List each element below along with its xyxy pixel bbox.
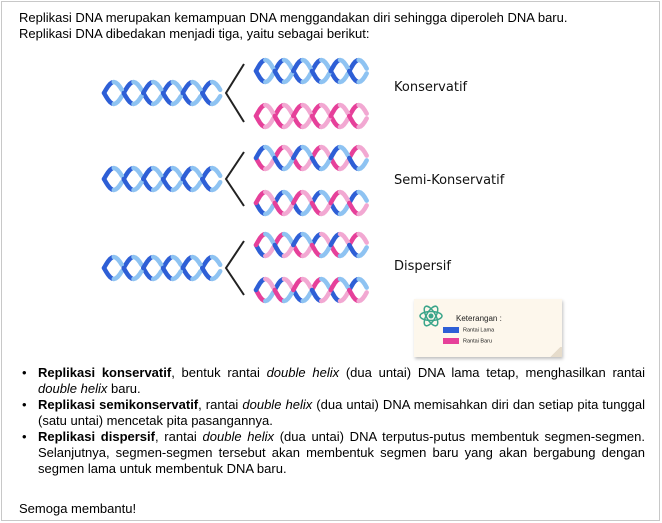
label-semi-konservatif: Semi-Konservatif — [394, 173, 505, 188]
parent-helix-semikonservatif-strand-a-segment — [212, 168, 220, 176]
parent-helix-semikonservatif-strand-b-segment — [173, 182, 181, 190]
child-helix-konservatif-new-strand-b-segment — [331, 105, 339, 116]
parent-helix-konservatif-strand-a-segment — [212, 82, 220, 90]
parent-helix-semikonservatif-strand-b-segment — [114, 168, 122, 176]
term: Replikasi semikonservatif — [38, 397, 199, 412]
child-helix-semikonservatif-1-strand-a-segment — [303, 160, 311, 169]
child-helix-konservatif-new-strand-a-segment — [321, 105, 329, 114]
child-helix-semikonservatif-1-strand-b-segment — [284, 160, 292, 169]
child-helix-konservatif-old-strand-b-segment — [321, 73, 329, 82]
child-helix-dispersif-2-strand-a-segment — [321, 279, 329, 288]
legend-title: Keterangan : — [456, 314, 502, 323]
child-helix-konservatif-old-strand-a-segment — [284, 60, 292, 69]
child-helix-semikonservatif-1-strand-b-segment — [331, 147, 339, 158]
child-helix-semikonservatif-1-strand-b-segment — [293, 147, 301, 158]
child-helix-semikonservatif-2-strand-a-segment — [359, 192, 367, 201]
child-helix-dispersif-1-strand-b-segment — [303, 234, 311, 243]
child-helix-konservatif-new-strand-b-segment — [303, 105, 311, 114]
parent-helix-dispersif-strand-a-segment — [153, 271, 161, 279]
parent-helix-dispersif-strand-b-segment — [134, 271, 142, 279]
italic-term: double helix — [202, 429, 275, 444]
child-helix-semikonservatif-1-strand-a-segment — [321, 147, 329, 156]
child-helix-semikonservatif-1-strand-b-segment — [321, 160, 329, 169]
child-helix-konservatif-new-strand-b-segment — [312, 116, 320, 127]
bullet: • — [22, 365, 27, 380]
child-helix-semikonservatif-2-strand-a-segment — [340, 205, 348, 214]
branch-arrow-dispersif — [226, 241, 244, 295]
text: , rantai — [198, 397, 243, 412]
child-helix-konservatif-new-strand-a-segment — [284, 105, 292, 114]
child-helix-konservatif-old-strand-a-segment — [265, 73, 273, 82]
child-helix-konservatif-old-strand-a-segment — [321, 60, 329, 69]
term: Replikasi dispersif — [38, 429, 155, 444]
child-helix-dispersif-1-strand-b-segment — [321, 247, 329, 256]
child-helix-semikonservatif-2-strand-b-segment — [256, 192, 264, 203]
child-helix-semikonservatif-2-strand-b-segment — [349, 203, 357, 214]
parent-helix-semikonservatif-strand-a-segment — [173, 168, 181, 176]
child-helix-dispersif-2-strand-a-segment — [265, 292, 273, 301]
child-helix-semikonservatif-2-strand-b-segment — [340, 192, 348, 201]
parent-helix-dispersif-strand-a-segment — [134, 257, 142, 265]
child-helix-dispersif-2-strand-b-segment — [265, 279, 273, 288]
child-helix-konservatif-new-strand-b-segment — [349, 116, 357, 127]
child-helix-konservatif-new-strand-a-segment — [359, 105, 367, 114]
branch-arrow-semikonservatif — [226, 152, 244, 206]
text: (dua untai) DNA terputus-putus membentuk segmen-segmen. Selanjutnya, segmen-segmen tersebut akan membentuk segmen baru yang akan bergabung dengan segmen lama untuk membentuk DNA baru. — [38, 429, 645, 476]
parent-helix-semikonservatif-strand-a-segment — [153, 182, 161, 190]
parent-helix-semikonservatif-strand-a-segment — [114, 182, 122, 190]
child-helix-dispersif-2-strand-b-segment — [275, 290, 283, 301]
parent-helix-semikonservatif-strand-a-segment — [193, 182, 201, 190]
parent-helix-dispersif-strand-a-segment — [173, 257, 181, 265]
child-helix-dispersif-1-strand-b-segment — [265, 234, 273, 243]
child-helix-dispersif-1-strand-b-segment — [256, 234, 264, 245]
parent-helix-semikonservatif-strand-b-segment — [134, 182, 142, 190]
child-helix-dispersif-2-strand-b-segment — [331, 279, 339, 290]
child-helix-semikonservatif-2-strand-b-segment — [359, 205, 367, 214]
italic-term: double helix — [38, 381, 108, 396]
child-helix-dispersif-1-strand-a-segment — [359, 234, 367, 243]
child-helix-dispersif-1-strand-a-segment — [265, 247, 273, 256]
parent-helix-konservatif-strand-a-segment — [134, 82, 142, 90]
child-helix-dispersif-2-strand-b-segment — [256, 279, 264, 290]
child-helix-semikonservatif-1-strand-a-segment — [340, 160, 348, 169]
legend-row-old — [443, 327, 494, 333]
child-helix-konservatif-new-strand-b-segment — [265, 105, 273, 114]
label-konservatif: Konservatif — [394, 80, 468, 95]
italic-term: double helix — [266, 365, 340, 380]
label-dispersif: Dispersif — [394, 259, 451, 274]
parent-helix-semikonservatif-strand-b-segment — [193, 168, 201, 176]
parent-helix-semikonservatif-strand-b-segment — [104, 169, 112, 180]
parent-helix-konservatif-strand-b-segment — [163, 93, 171, 104]
child-helix-dispersif-1-strand-a-segment — [340, 247, 348, 256]
parent-helix-dispersif-strand-b-segment — [104, 258, 112, 269]
parent-helix-konservatif-strand-b-segment — [153, 82, 161, 90]
child-helix-konservatif-new-strand-b-segment — [321, 118, 329, 127]
parent-helix-semikonservatif-strand-b-segment — [143, 169, 151, 180]
legend-row-new — [443, 338, 492, 344]
child-helix-semikonservatif-1-strand-b-segment — [275, 158, 283, 169]
parent-helix-konservatif-strand-a-segment — [114, 96, 122, 104]
intro-line-1: Replikasi DNA merupakan kemampuan DNA menggandakan diri sehingga diperoleh DNA baru. — [19, 10, 568, 25]
child-helix-konservatif-old-strand-a-segment — [340, 73, 348, 82]
intro-text — [19, 10, 567, 42]
child-helix-dispersif-2-strand-a-segment — [359, 279, 367, 288]
parent-helix-semikonservatif-strand-b-segment — [153, 168, 161, 176]
child-helix-dispersif-2-strand-b-segment — [284, 292, 292, 301]
legend-note — [414, 299, 562, 357]
child-helix-dispersif-1-strand-b-segment — [275, 245, 283, 256]
list-item-semikonservatif — [19, 397, 645, 429]
list-item-dispersif — [19, 429, 645, 477]
child-helix-konservatif-old-strand-b-segment — [331, 60, 339, 71]
parent-helix-konservatif-strand-b-segment — [134, 96, 142, 104]
parent-helix-semikonservatif-strand-a-segment — [134, 168, 142, 176]
child-helix-dispersif-1-strand-b-segment — [349, 245, 357, 256]
parent-helix-dispersif-strand-b-segment — [183, 258, 191, 269]
child-helix-semikonservatif-1-strand-b-segment — [265, 147, 273, 156]
child-helix-semikonservatif-1-strand-a-segment — [359, 147, 367, 156]
parent-helix-dispersif-strand-b-segment — [153, 257, 161, 265]
child-helix-konservatif-new-strand-a-segment — [265, 118, 273, 127]
child-helix-semikonservatif-1-strand-a-segment — [265, 160, 273, 169]
parent-helix-semikonservatif-strand-b-segment — [202, 179, 210, 190]
branch-arrow-konservatif — [226, 64, 244, 122]
parent-helix-konservatif-strand-b-segment — [104, 83, 112, 94]
child-helix-dispersif-1-strand-a-segment — [321, 234, 329, 243]
answer-card — [1, 1, 660, 521]
child-helix-dispersif-1-strand-b-segment — [312, 245, 320, 256]
parent-helix-konservatif-strand-b-segment — [193, 82, 201, 90]
legend-swatch-old — [443, 327, 459, 333]
child-helix-konservatif-old-strand-b-segment — [275, 71, 283, 82]
legend-label-old: Rantai Lama — [463, 327, 495, 334]
child-helix-semikonservatif-1-strand-b-segment — [359, 160, 367, 169]
child-helix-semikonservatif-2-strand-b-segment — [303, 192, 311, 201]
child-helix-semikonservatif-1-strand-b-segment — [303, 147, 311, 156]
child-helix-semikonservatif-1-strand-a-segment — [284, 147, 292, 156]
child-helix-semikonservatif-2-strand-a-segment — [284, 192, 292, 201]
parent-helix-dispersif-strand-b-segment — [173, 271, 181, 279]
child-helix-semikonservatif-2-strand-b-segment — [275, 203, 283, 214]
parent-helix-semikonservatif-strand-b-segment — [124, 179, 132, 190]
child-helix-dispersif-1-strand-b-segment — [293, 234, 301, 245]
child-helix-konservatif-old-strand-b-segment — [265, 60, 273, 69]
child-helix-dispersif-2-strand-b-segment — [349, 290, 357, 301]
term: Replikasi konservatif — [38, 365, 172, 380]
child-helix-dispersif-2-strand-a-segment — [303, 292, 311, 301]
child-helix-semikonservatif-2-strand-a-segment — [265, 205, 273, 214]
child-helix-dispersif-1-strand-b-segment — [359, 247, 367, 256]
child-helix-konservatif-old-strand-a-segment — [359, 60, 367, 69]
parent-helix-dispersif-strand-b-segment — [114, 257, 122, 265]
text: , bentuk rantai — [171, 365, 267, 380]
child-helix-konservatif-new-strand-b-segment — [359, 118, 367, 127]
child-helix-semikonservatif-2-strand-b-segment — [265, 192, 273, 201]
parent-helix-dispersif-strand-a-segment — [193, 271, 201, 279]
child-helix-semikonservatif-1-strand-b-segment — [256, 147, 264, 158]
child-helix-dispersif-2-strand-a-segment — [340, 292, 348, 301]
dna-replication-figure — [98, 48, 388, 323]
legend-page-fold — [548, 347, 562, 357]
child-helix-semikonservatif-1-strand-b-segment — [340, 147, 348, 156]
child-helix-konservatif-new-strand-a-segment — [303, 118, 311, 127]
child-helix-konservatif-old-strand-b-segment — [359, 73, 367, 82]
legend-swatch-new — [443, 338, 459, 344]
child-helix-konservatif-new-strand-b-segment — [256, 105, 264, 116]
parent-helix-konservatif-strand-b-segment — [124, 93, 132, 104]
child-helix-semikonservatif-2-strand-b-segment — [293, 192, 301, 203]
child-helix-semikonservatif-1-strand-b-segment — [312, 158, 320, 169]
child-helix-semikonservatif-2-strand-b-segment — [321, 205, 329, 214]
parent-helix-konservatif-strand-a-segment — [193, 96, 201, 104]
parent-helix-dispersif-strand-a-segment — [212, 257, 220, 265]
parent-helix-konservatif-strand-b-segment — [212, 96, 220, 104]
intro-line-2: Replikasi DNA dibedakan menjadi tiga, yaitu sebagai berikut: — [19, 26, 370, 41]
child-helix-konservatif-old-strand-b-segment — [349, 71, 357, 82]
parent-helix-dispersif-strand-b-segment — [124, 268, 132, 279]
child-helix-konservatif-new-strand-b-segment — [293, 105, 301, 116]
child-helix-konservatif-old-strand-b-segment — [312, 71, 320, 82]
parent-helix-semikonservatif-strand-b-segment — [183, 169, 191, 180]
child-helix-konservatif-new-strand-b-segment — [340, 105, 348, 114]
parent-helix-dispersif-strand-b-segment — [212, 271, 220, 279]
child-helix-dispersif-2-strand-b-segment — [303, 279, 311, 288]
parent-helix-dispersif-strand-b-segment — [193, 257, 201, 265]
helix-illustration — [98, 48, 388, 318]
text: (dua untai) DNA memisahkan diri dan setiap pita tunggal (satu untai) mencetak pita pasangannya. — [38, 397, 646, 428]
child-helix-dispersif-1-strand-b-segment — [331, 234, 339, 245]
parent-helix-konservatif-strand-b-segment — [143, 83, 151, 94]
parent-helix-konservatif-strand-a-segment — [173, 82, 181, 90]
child-helix-dispersif-1-strand-b-segment — [340, 234, 348, 243]
child-helix-konservatif-old-strand-b-segment — [284, 73, 292, 82]
child-helix-dispersif-1-strand-a-segment — [284, 234, 292, 243]
parent-helix-semikonservatif-strand-b-segment — [212, 182, 220, 190]
parent-helix-dispersif-strand-a-segment — [114, 271, 122, 279]
child-helix-konservatif-old-strand-b-segment — [256, 60, 264, 71]
child-helix-konservatif-new-strand-b-segment — [284, 118, 292, 127]
list-item-konservatif — [19, 365, 645, 397]
child-helix-dispersif-2-strand-b-segment — [321, 292, 329, 301]
child-helix-dispersif-2-strand-b-segment — [340, 279, 348, 288]
text: baru. — [107, 381, 141, 396]
parent-helix-semikonservatif-strand-b-segment — [163, 179, 171, 190]
bullet: • — [22, 397, 27, 412]
child-helix-semikonservatif-2-strand-b-segment — [331, 192, 339, 203]
parent-helix-konservatif-strand-b-segment — [183, 83, 191, 94]
parent-helix-konservatif-strand-a-segment — [153, 96, 161, 104]
child-helix-dispersif-2-strand-b-segment — [312, 290, 320, 301]
text: (dua untai) DNA lama tetap, menghasilkan rantai — [339, 365, 645, 380]
parent-helix-konservatif-strand-b-segment — [173, 96, 181, 104]
parent-helix-dispersif-strand-b-segment — [143, 258, 151, 269]
bullet: • — [22, 429, 27, 444]
child-helix-dispersif-2-strand-b-segment — [293, 279, 301, 290]
parent-helix-konservatif-strand-b-segment — [114, 82, 122, 90]
child-helix-konservatif-old-strand-b-segment — [303, 60, 311, 69]
legend-label-new: Rantai Baru — [463, 338, 493, 345]
child-helix-dispersif-1-strand-b-segment — [284, 247, 292, 256]
parent-helix-dispersif-strand-b-segment — [163, 268, 171, 279]
child-helix-konservatif-old-strand-b-segment — [340, 60, 348, 69]
child-helix-konservatif-old-strand-a-segment — [303, 73, 311, 82]
child-helix-dispersif-2-strand-b-segment — [359, 292, 367, 301]
closing-text: Semoga membantu! — [19, 501, 137, 516]
atom-icon — [418, 303, 444, 329]
child-helix-konservatif-old-strand-b-segment — [293, 60, 301, 71]
child-helix-semikonservatif-1-strand-b-segment — [349, 158, 357, 169]
child-helix-semikonservatif-2-strand-b-segment — [312, 203, 320, 214]
child-helix-konservatif-new-strand-a-segment — [340, 118, 348, 127]
child-helix-semikonservatif-2-strand-b-segment — [284, 205, 292, 214]
parent-helix-dispersif-strand-b-segment — [202, 268, 210, 279]
italic-term: double helix — [242, 397, 313, 412]
child-helix-konservatif-new-strand-b-segment — [275, 116, 283, 127]
parent-helix-konservatif-strand-b-segment — [202, 93, 210, 104]
child-helix-dispersif-1-strand-a-segment — [303, 247, 311, 256]
child-helix-dispersif-2-strand-a-segment — [284, 279, 292, 288]
replication-types-list — [19, 365, 645, 477]
text: , rantai — [154, 429, 203, 444]
child-helix-semikonservatif-2-strand-a-segment — [303, 205, 311, 214]
child-helix-semikonservatif-2-strand-a-segment — [321, 192, 329, 201]
